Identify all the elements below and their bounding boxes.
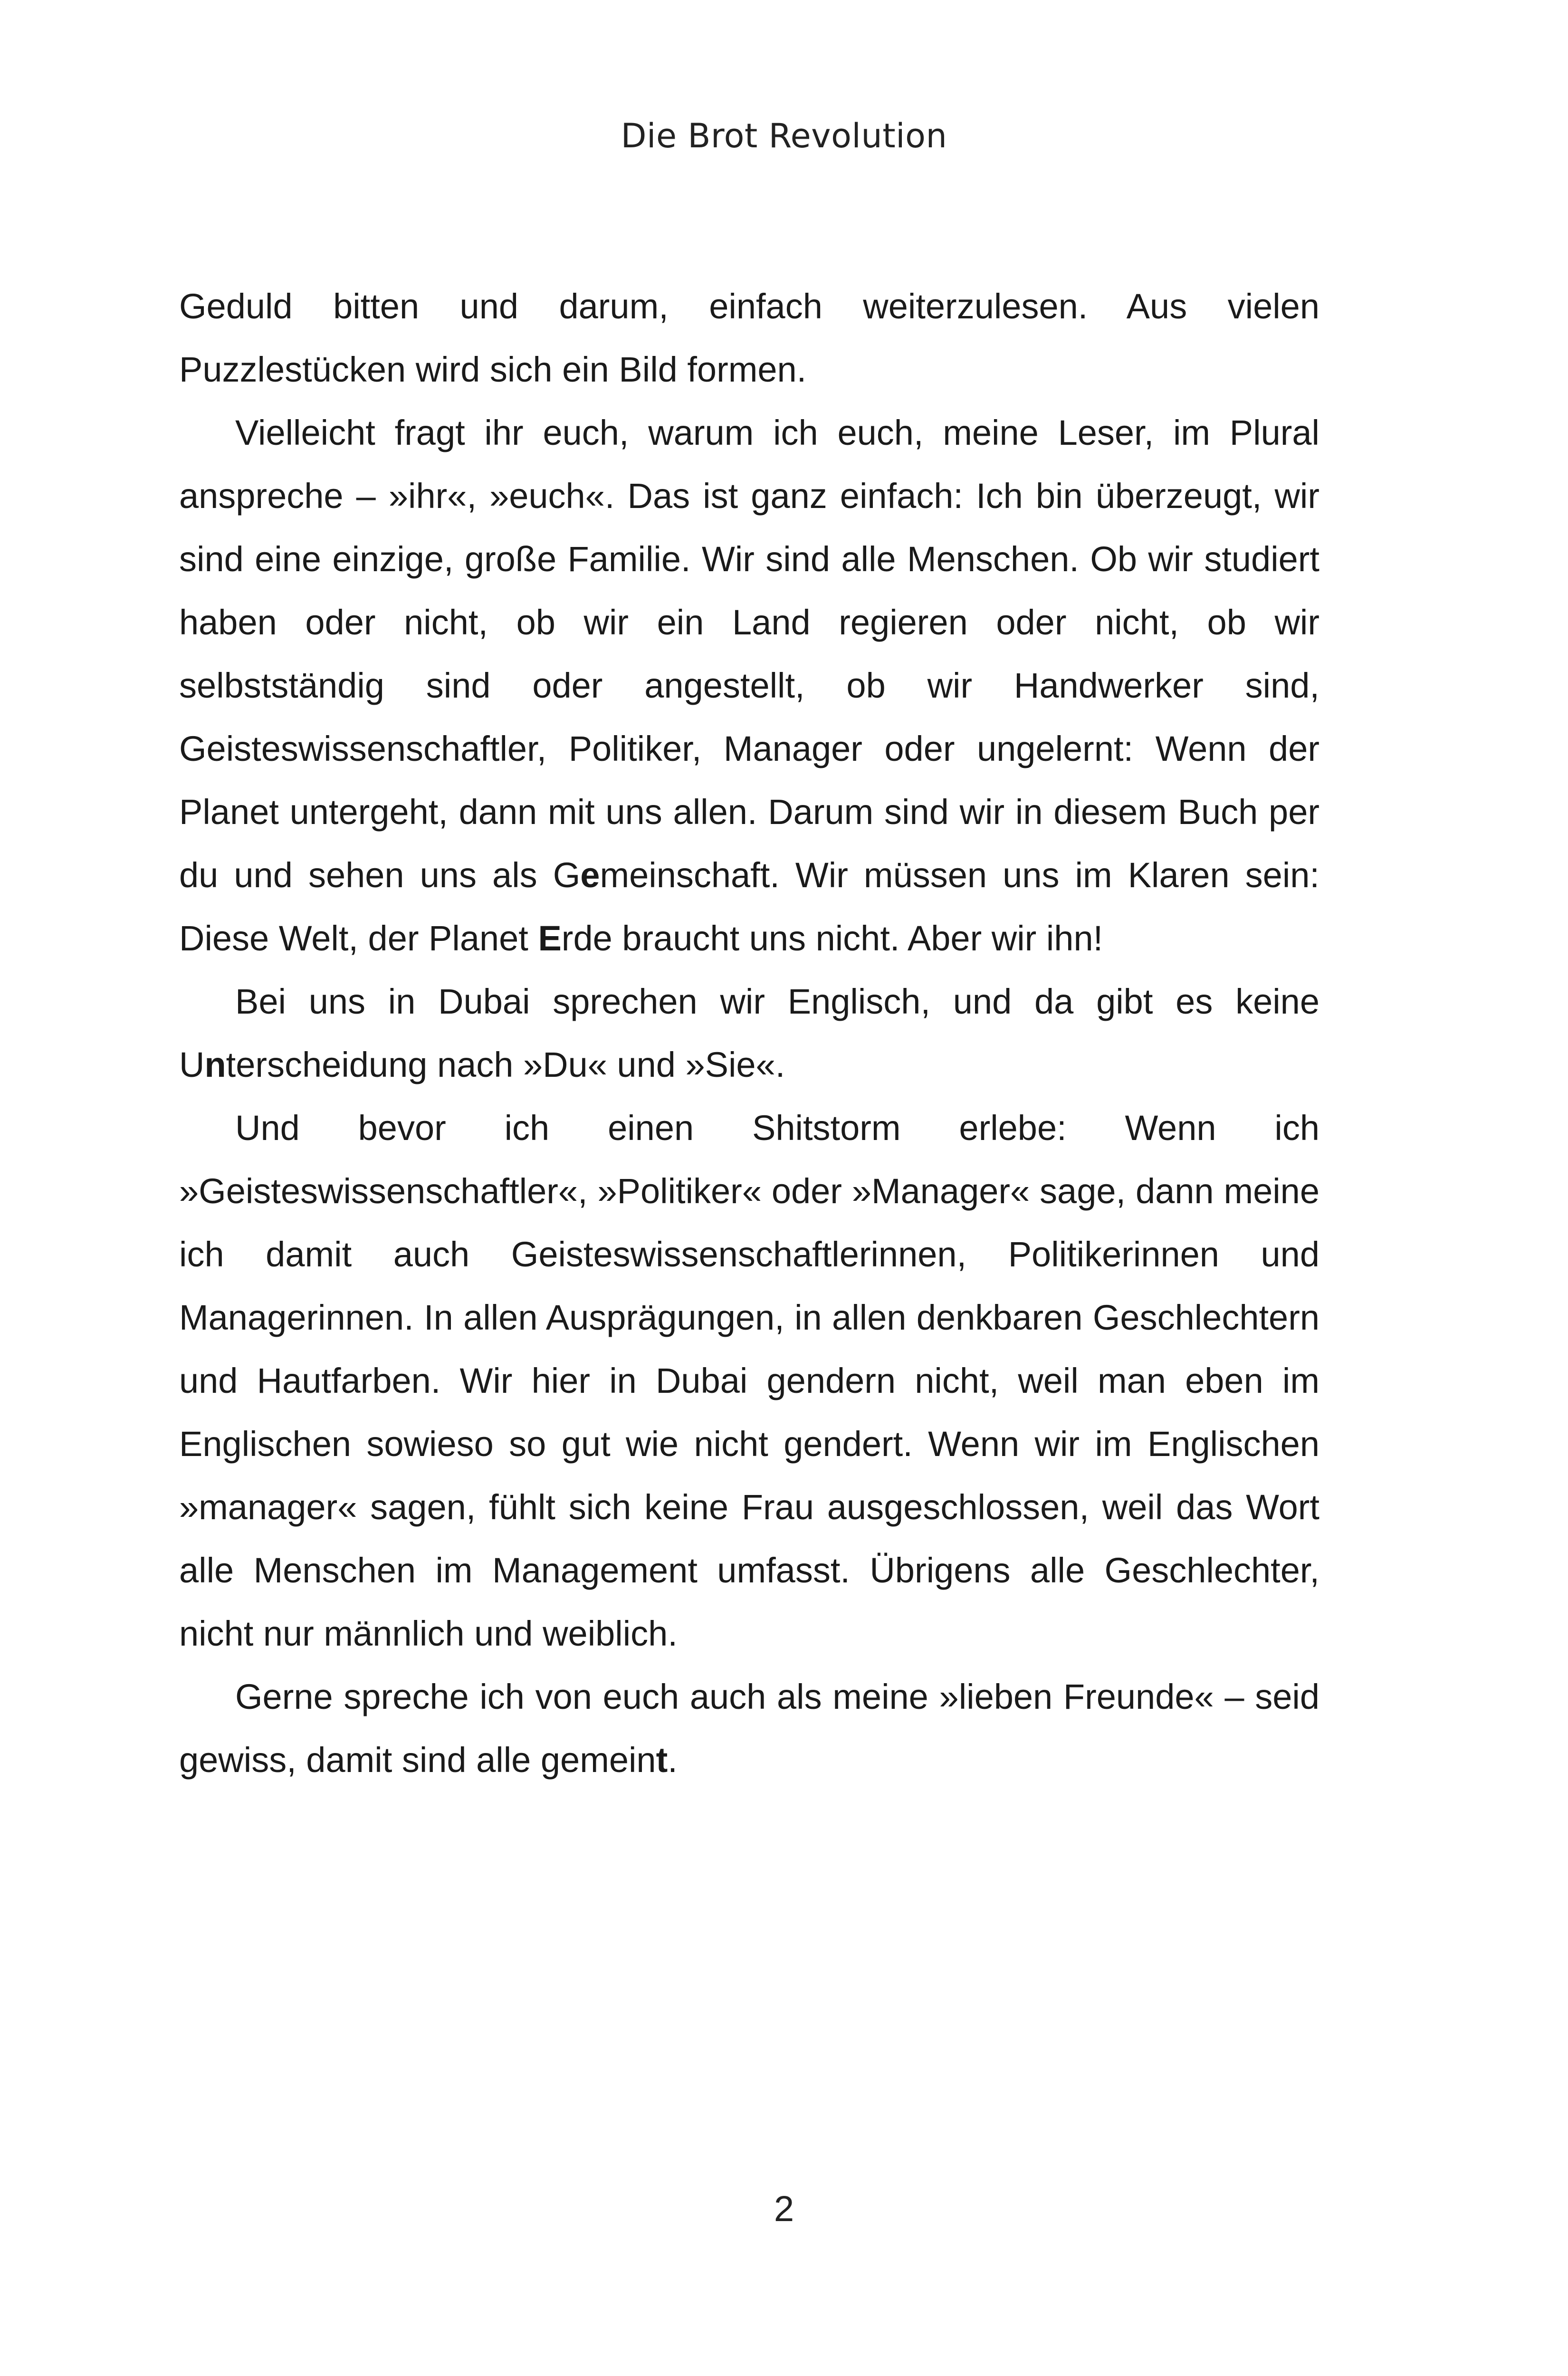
paragraph-5	[179, 1665, 1319, 1792]
bold-letter: E	[538, 919, 562, 958]
paragraph-text: Gerne spreche ich von euch auch als meine »lieben Freunde« – seid gewiss, damit sind alle gemein	[179, 1677, 1319, 1780]
bold-letter: n	[204, 1045, 226, 1084]
paragraph-text: rde braucht uns nicht. Aber wir ihn!	[561, 919, 1103, 958]
paragraph-3	[179, 970, 1319, 1096]
bold-letter: e	[580, 855, 600, 895]
paragraph-text: .	[668, 1740, 678, 1780]
page-number: 2	[774, 2189, 794, 2229]
paragraph-text: Bei uns in Dubai sprechen wir Englisch, und da gibt es keine U	[179, 982, 1319, 1084]
paragraph-2	[179, 401, 1319, 970]
paragraph-text: terscheidung nach »Du« und »Sie«.	[226, 1045, 785, 1084]
body-text	[179, 275, 1319, 1792]
paragraph-text: Und bevor ich einen Shitstorm erlebe: Wenn ich »Geisteswissenschaftler«, »Politiker« oder »Manager« sage, dann meine ich damit auch Geisteswissenschaftlerinnen, Politikerinnen und Managerinnen. In allen Ausprägungen, in allen denkbaren Geschlechtern und Hautfarben. Wir hier in Dubai gendern nicht, weil man eben im Englischen sowieso so gut wie nicht gendert. Wenn wir im Englischen »manager« sagen, fühlt sich keine Frau ausgeschlossen, weil das Wort alle Menschen im Management umfasst. Übrigens alle Geschlechter, nicht nur männlich und weiblich.	[179, 1108, 1319, 1653]
paragraph-text: Geduld bitten und darum, einfach weiterzulesen. Aus vielen Puzzlestücken wird sich ein Bild formen.	[179, 287, 1319, 389]
running-header: Die Brot Revolution	[621, 116, 947, 155]
paragraph-text: meinschaft. Wir müssen uns im Klaren sein: Diese Welt, der Planet	[179, 855, 1319, 958]
bold-letter: t	[656, 1740, 668, 1780]
paragraph-1	[179, 275, 1319, 401]
paragraph-text: Vielleicht fragt ihr euch, warum ich euch, meine Leser, im Plural anspreche – »ihr«, »euch«. Das ist ganz einfach: Ich bin überzeugt, wir sind eine einzige, große Familie. Wir sind alle Menschen. Ob wir studiert haben oder nicht, ob wir ein Land regieren oder nicht, ob wir selbstständig sind oder angestellt, ob wir Handwerker sind, Geisteswissenschaftler, Politiker, Manager oder ungelernt: Wenn der Planet untergeht, dann mit uns allen. Darum sind wir in diesem Buch per du und sehen uns als G	[179, 413, 1319, 895]
paragraph-4	[179, 1096, 1319, 1665]
